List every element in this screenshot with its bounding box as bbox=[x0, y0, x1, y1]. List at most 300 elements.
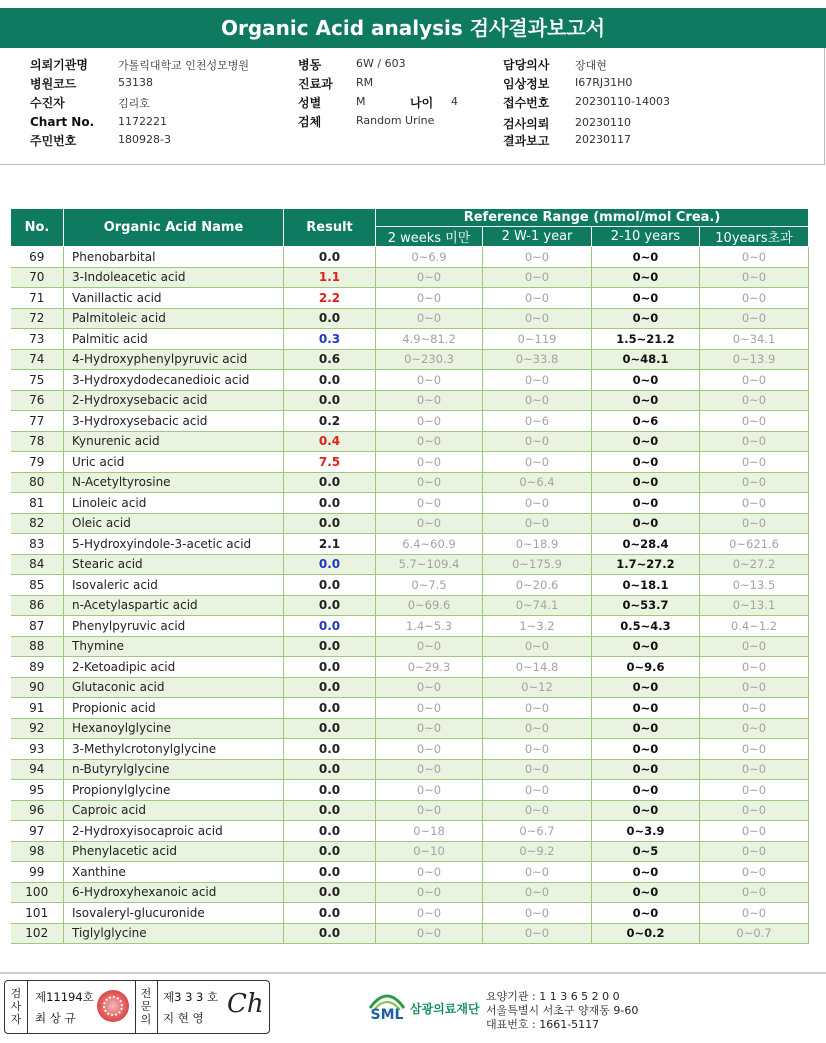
acid-name: Hexanoylglycine bbox=[64, 718, 284, 739]
acid-name: 2-Ketoadipic acid bbox=[64, 657, 284, 678]
acid-name: Vanillactic acid bbox=[64, 288, 284, 309]
reference-range: 0~0 bbox=[376, 718, 483, 739]
row-number: 94 bbox=[11, 759, 64, 780]
reference-range: 5.7~109.4 bbox=[376, 554, 483, 575]
signature-box bbox=[4, 980, 270, 1034]
reference-range: 0~0 bbox=[592, 308, 700, 329]
result-value: 0.0 bbox=[284, 821, 376, 842]
label-ward: 병동 bbox=[298, 58, 322, 72]
reference-range: 0~9.2 bbox=[483, 841, 592, 862]
reference-range: 0~34.1 bbox=[700, 329, 809, 350]
reference-range: 0~6.4 bbox=[483, 472, 592, 493]
col-header-ref-2w-1y: 2 W-1 year bbox=[483, 227, 592, 247]
reference-range: 0~0 bbox=[592, 862, 700, 883]
row-number: 85 bbox=[11, 575, 64, 596]
table-row bbox=[11, 308, 809, 329]
reference-range: 0~0 bbox=[700, 903, 809, 924]
results-table bbox=[10, 208, 809, 944]
reference-range: 0~0 bbox=[376, 677, 483, 698]
reference-range: 0~5 bbox=[592, 841, 700, 862]
table-row bbox=[11, 821, 809, 842]
row-number: 76 bbox=[11, 390, 64, 411]
approver-license: 제3 3 3 호 bbox=[163, 990, 219, 1004]
row-number: 102 bbox=[11, 923, 64, 944]
reference-range: 0~27.2 bbox=[700, 554, 809, 575]
value-resident-no: 180928-3 bbox=[118, 133, 171, 146]
reference-range: 0~0 bbox=[700, 718, 809, 739]
reference-range: 0~0 bbox=[483, 308, 592, 329]
reference-range: 0~0 bbox=[376, 452, 483, 473]
reference-range: 0~0 bbox=[592, 431, 700, 452]
reference-range: 0~0 bbox=[700, 882, 809, 903]
reference-range: 0.5~4.3 bbox=[592, 616, 700, 637]
table-row bbox=[11, 370, 809, 391]
col-header-result: Result bbox=[284, 209, 376, 247]
reference-range: 0~0 bbox=[700, 308, 809, 329]
row-number: 71 bbox=[11, 288, 64, 309]
reference-range: 0~0 bbox=[376, 493, 483, 514]
reference-range: 0~6 bbox=[592, 411, 700, 432]
footer-divider bbox=[0, 972, 826, 974]
row-number: 86 bbox=[11, 595, 64, 616]
table-row bbox=[11, 616, 809, 637]
reference-range: 0~18 bbox=[376, 821, 483, 842]
col-header-name: Organic Acid Name bbox=[64, 209, 284, 247]
acid-name: Oleic acid bbox=[64, 513, 284, 534]
reference-range: 0~0 bbox=[483, 718, 592, 739]
reference-range: 0~175.9 bbox=[483, 554, 592, 575]
reference-range: 0~69.6 bbox=[376, 595, 483, 616]
reference-range: 0~0 bbox=[483, 636, 592, 657]
acid-name: 2-Hydroxysebacic acid bbox=[64, 390, 284, 411]
result-value: 2.2 bbox=[284, 288, 376, 309]
approver-name: 지 현 영 bbox=[163, 1011, 204, 1025]
acid-name: 2-Hydroxyisocaproic acid bbox=[64, 821, 284, 842]
table-row bbox=[11, 739, 809, 760]
row-number: 73 bbox=[11, 329, 64, 350]
acid-name: Tiglylglycine bbox=[64, 923, 284, 944]
row-number: 80 bbox=[11, 472, 64, 493]
reference-range: 0~0.7 bbox=[700, 923, 809, 944]
reference-range: 0~0 bbox=[592, 739, 700, 760]
row-number: 95 bbox=[11, 780, 64, 801]
acid-name: Kynurenic acid bbox=[64, 431, 284, 452]
reference-range: 0~0 bbox=[483, 247, 592, 268]
table-row bbox=[11, 841, 809, 862]
reference-range: 0~0 bbox=[483, 698, 592, 719]
table-row bbox=[11, 677, 809, 698]
label-doctor: 담당의사 bbox=[503, 58, 550, 72]
label-resident-no: 주민번호 bbox=[30, 134, 77, 148]
organization-address: 서울특별시 서초구 양재동 9-60 bbox=[486, 1004, 639, 1017]
reference-range: 0~74.1 bbox=[483, 595, 592, 616]
result-value: 7.5 bbox=[284, 452, 376, 473]
row-number: 77 bbox=[11, 411, 64, 432]
acid-name: 6-Hydroxyhexanoic acid bbox=[64, 882, 284, 903]
reference-range: 0~0 bbox=[483, 390, 592, 411]
reference-range: 0~0 bbox=[700, 739, 809, 760]
examiner-label: 검 사 자 bbox=[10, 987, 22, 1026]
reference-range: 0~33.8 bbox=[483, 349, 592, 370]
col-header-ref-10y-plus: 10years초과 bbox=[700, 227, 809, 247]
reference-range: 1.5~21.2 bbox=[592, 329, 700, 350]
reference-range: 0~7.5 bbox=[376, 575, 483, 596]
label-hospital-code: 병원코드 bbox=[30, 77, 77, 91]
reference-range: 0~0.2 bbox=[592, 923, 700, 944]
reference-range: 0.4~1.2 bbox=[700, 616, 809, 637]
acid-name: Palmitic acid bbox=[64, 329, 284, 350]
reference-range: 0~0 bbox=[483, 452, 592, 473]
reference-range: 0~0 bbox=[700, 821, 809, 842]
reference-range: 0~0 bbox=[700, 267, 809, 288]
reference-range: 0~0 bbox=[700, 759, 809, 780]
table-row bbox=[11, 472, 809, 493]
table-row bbox=[11, 780, 809, 801]
reference-range: 0~0 bbox=[376, 308, 483, 329]
result-value: 0.0 bbox=[284, 247, 376, 268]
acid-name: Phenylacetic acid bbox=[64, 841, 284, 862]
table-row bbox=[11, 349, 809, 370]
row-number: 87 bbox=[11, 616, 64, 637]
reference-range: 0~0 bbox=[483, 882, 592, 903]
table-row bbox=[11, 636, 809, 657]
reference-range: 0~0 bbox=[700, 411, 809, 432]
reference-range: 0~0 bbox=[592, 636, 700, 657]
row-number: 93 bbox=[11, 739, 64, 760]
label-institution: 의뢰기관명 bbox=[30, 58, 88, 72]
label-sex: 성별 bbox=[298, 96, 322, 110]
result-value: 0.0 bbox=[284, 616, 376, 637]
row-number: 100 bbox=[11, 882, 64, 903]
reference-range: 0~10 bbox=[376, 841, 483, 862]
table-row bbox=[11, 554, 809, 575]
table-row bbox=[11, 267, 809, 288]
acid-name: Glutaconic acid bbox=[64, 677, 284, 698]
reference-range: 0~28.4 bbox=[592, 534, 700, 555]
reference-range: 0~9.6 bbox=[592, 657, 700, 678]
result-value: 0.0 bbox=[284, 862, 376, 883]
reference-range: 0~18.9 bbox=[483, 534, 592, 555]
result-value: 0.6 bbox=[284, 349, 376, 370]
result-value: 0.0 bbox=[284, 308, 376, 329]
value-specimen: Random Urine bbox=[356, 114, 435, 127]
reference-range: 0~0 bbox=[592, 513, 700, 534]
reference-range: 0~48.1 bbox=[592, 349, 700, 370]
row-number: 96 bbox=[11, 800, 64, 821]
value-report-date: 20230117 bbox=[575, 133, 631, 146]
table-row bbox=[11, 329, 809, 350]
result-value: 0.0 bbox=[284, 370, 376, 391]
reference-range: 0~0 bbox=[376, 759, 483, 780]
reference-range: 0~0 bbox=[592, 493, 700, 514]
label-receipt-no: 접수번호 bbox=[503, 96, 550, 110]
acid-name: Palmitoleic acid bbox=[64, 308, 284, 329]
reference-range: 0~0 bbox=[376, 780, 483, 801]
row-number: 99 bbox=[11, 862, 64, 883]
result-value: 0.0 bbox=[284, 698, 376, 719]
reference-range: 0~13.9 bbox=[700, 349, 809, 370]
organization-phone: 대표번호 : 1661-5117 bbox=[486, 1018, 600, 1031]
acid-name: 3-Hydroxysebacic acid bbox=[64, 411, 284, 432]
row-number: 101 bbox=[11, 903, 64, 924]
reference-range: 0~0 bbox=[376, 862, 483, 883]
reference-range: 0~6 bbox=[483, 411, 592, 432]
reference-range: 0~13.1 bbox=[700, 595, 809, 616]
acid-name: 4-Hydroxyphenylpyruvic acid bbox=[64, 349, 284, 370]
reference-range: 0~0 bbox=[592, 452, 700, 473]
reference-range: 1.7~27.2 bbox=[592, 554, 700, 575]
result-value: 0.0 bbox=[284, 472, 376, 493]
row-number: 97 bbox=[11, 821, 64, 842]
row-number: 81 bbox=[11, 493, 64, 514]
reference-range: 0~14.8 bbox=[483, 657, 592, 678]
value-age: 4 bbox=[451, 95, 458, 108]
result-value: 0.0 bbox=[284, 636, 376, 657]
acid-name: Isovaleric acid bbox=[64, 575, 284, 596]
row-number: 88 bbox=[11, 636, 64, 657]
value-ward: 6W / 603 bbox=[356, 57, 406, 70]
examiner-name: 최 상 규 bbox=[35, 1011, 76, 1025]
reference-range: 0~119 bbox=[483, 329, 592, 350]
organization-name: 삼광의료재단 bbox=[410, 1002, 480, 1016]
patient-info-panel bbox=[0, 48, 825, 165]
table-row bbox=[11, 657, 809, 678]
reference-range: 0~0 bbox=[700, 698, 809, 719]
reference-range: 0~0 bbox=[592, 882, 700, 903]
top-margin bbox=[0, 0, 826, 8]
value-doctor: 장대현 bbox=[575, 59, 607, 72]
reference-range: 0~0 bbox=[700, 472, 809, 493]
acid-name: Propionylglycine bbox=[64, 780, 284, 801]
acid-name: 3-Indoleacetic acid bbox=[64, 267, 284, 288]
result-value: 0.0 bbox=[284, 554, 376, 575]
table-row bbox=[11, 903, 809, 924]
reference-range: 0~0 bbox=[376, 739, 483, 760]
result-value: 0.0 bbox=[284, 513, 376, 534]
value-clinical-info: I67RJ31H0 bbox=[575, 76, 633, 89]
reference-range: 0~0 bbox=[700, 780, 809, 801]
col-header-ref-2-10y: 2-10 years bbox=[592, 227, 700, 247]
result-value: 0.3 bbox=[284, 329, 376, 350]
reference-range: 0~18.1 bbox=[592, 575, 700, 596]
reference-range: 0~29.3 bbox=[376, 657, 483, 678]
reference-range: 0~6.9 bbox=[376, 247, 483, 268]
row-number: 74 bbox=[11, 349, 64, 370]
row-number: 79 bbox=[11, 452, 64, 473]
reference-range: 0~0 bbox=[592, 472, 700, 493]
reference-range: 0~0 bbox=[700, 800, 809, 821]
reference-range: 0~621.6 bbox=[700, 534, 809, 555]
reference-range: 0~0 bbox=[592, 677, 700, 698]
reference-range: 0~0 bbox=[483, 923, 592, 944]
acid-name: 3-Hydroxydodecanedioic acid bbox=[64, 370, 284, 391]
reference-range: 0~0 bbox=[592, 267, 700, 288]
acid-name: Linoleic acid bbox=[64, 493, 284, 514]
result-value: 0.0 bbox=[284, 739, 376, 760]
reference-range: 0~0 bbox=[592, 247, 700, 268]
table-row bbox=[11, 718, 809, 739]
table-row bbox=[11, 513, 809, 534]
result-value: 0.0 bbox=[284, 841, 376, 862]
result-value: 0.0 bbox=[284, 595, 376, 616]
table-row bbox=[11, 431, 809, 452]
label-clinical-info: 임상정보 bbox=[503, 77, 550, 91]
acid-name: Phenobarbital bbox=[64, 247, 284, 268]
reference-range: 0~0 bbox=[376, 636, 483, 657]
label-age: 나이 bbox=[410, 96, 434, 110]
reference-range: 0~0 bbox=[483, 739, 592, 760]
reference-range: 0~0 bbox=[592, 800, 700, 821]
acid-name: Propionic acid bbox=[64, 698, 284, 719]
reference-range: 0~0 bbox=[376, 370, 483, 391]
table-row bbox=[11, 452, 809, 473]
table-row bbox=[11, 247, 809, 268]
reference-range: 0~0 bbox=[376, 513, 483, 534]
row-number: 91 bbox=[11, 698, 64, 719]
reference-range: 0~0 bbox=[700, 657, 809, 678]
acid-name: Phenylpyruvic acid bbox=[64, 616, 284, 637]
row-number: 98 bbox=[11, 841, 64, 862]
label-patient: 수진자 bbox=[30, 96, 65, 110]
result-value: 0.0 bbox=[284, 677, 376, 698]
label-department: 진료과 bbox=[298, 77, 333, 91]
reference-range: 0~0 bbox=[483, 800, 592, 821]
col-header-reference-range: Reference Range (mmol/mol Crea.) bbox=[376, 209, 809, 227]
table-row bbox=[11, 493, 809, 514]
table-row bbox=[11, 759, 809, 780]
result-value: 0.0 bbox=[284, 800, 376, 821]
acid-name: Isovaleryl-glucuronide bbox=[64, 903, 284, 924]
acid-name: n-Butyrylglycine bbox=[64, 759, 284, 780]
label-request-date: 검사의뢰 bbox=[503, 117, 550, 131]
table-row bbox=[11, 862, 809, 883]
acid-name: N-Acetyltyrosine bbox=[64, 472, 284, 493]
seal-stamp bbox=[97, 990, 129, 1022]
value-chart-no: 1172221 bbox=[118, 115, 167, 128]
row-number: 89 bbox=[11, 657, 64, 678]
reference-range: 0~0 bbox=[592, 903, 700, 924]
reference-range: 0~0 bbox=[592, 780, 700, 801]
reference-range: 0~3.9 bbox=[592, 821, 700, 842]
table-row bbox=[11, 288, 809, 309]
table-row bbox=[11, 411, 809, 432]
result-value: 0.0 bbox=[284, 575, 376, 596]
handwritten-signature: Ch bbox=[227, 989, 264, 1019]
reference-range: 0~0 bbox=[592, 698, 700, 719]
divider bbox=[157, 981, 158, 1033]
table-row bbox=[11, 698, 809, 719]
result-value: 0.0 bbox=[284, 882, 376, 903]
result-value: 0.0 bbox=[284, 903, 376, 924]
table-row bbox=[11, 800, 809, 821]
reference-range: 0~0 bbox=[700, 431, 809, 452]
reference-range: 0~0 bbox=[376, 800, 483, 821]
sml-logo-icon bbox=[366, 988, 408, 1024]
reference-range: 0~0 bbox=[700, 636, 809, 657]
reference-range: 6.4~60.9 bbox=[376, 534, 483, 555]
reference-range: 0~12 bbox=[483, 677, 592, 698]
row-number: 92 bbox=[11, 718, 64, 739]
table-row bbox=[11, 882, 809, 903]
reference-range: 0~0 bbox=[592, 370, 700, 391]
result-value: 0.0 bbox=[284, 923, 376, 944]
acid-name: Stearic acid bbox=[64, 554, 284, 575]
reference-range: 0~0 bbox=[700, 390, 809, 411]
table-row bbox=[11, 923, 809, 944]
sml-logo-text: SML bbox=[370, 1007, 404, 1023]
reference-range: 0~0 bbox=[700, 862, 809, 883]
reference-range: 0~0 bbox=[700, 452, 809, 473]
result-value: 0.4 bbox=[284, 431, 376, 452]
reference-range: 0~0 bbox=[376, 411, 483, 432]
result-value: 2.1 bbox=[284, 534, 376, 555]
value-institution: 가톨릭대학교 인천성모병원 bbox=[118, 59, 250, 72]
reference-range: 0~0 bbox=[483, 513, 592, 534]
reference-range: 0~0 bbox=[483, 288, 592, 309]
reference-range: 0~0 bbox=[483, 759, 592, 780]
result-value: 0.0 bbox=[284, 780, 376, 801]
reference-range: 0~0 bbox=[483, 370, 592, 391]
divider bbox=[27, 981, 28, 1033]
reference-range: 0~0 bbox=[592, 390, 700, 411]
reference-range: 0~0 bbox=[483, 431, 592, 452]
reference-range: 0~6.7 bbox=[483, 821, 592, 842]
row-number: 83 bbox=[11, 534, 64, 555]
reference-range: 0~0 bbox=[376, 903, 483, 924]
row-number: 90 bbox=[11, 677, 64, 698]
reference-range: 0~0 bbox=[483, 780, 592, 801]
label-chart-no: Chart No. bbox=[30, 115, 95, 129]
reference-range: 0~0 bbox=[700, 493, 809, 514]
result-value: 1.1 bbox=[284, 267, 376, 288]
report-title: Organic Acid analysis 검사결과보고서 bbox=[0, 8, 826, 48]
value-request-date: 20230110 bbox=[575, 116, 631, 129]
table-row bbox=[11, 575, 809, 596]
value-receipt-no: 20230110-14003 bbox=[575, 95, 670, 108]
row-number: 72 bbox=[11, 308, 64, 329]
examiner-license: 제11194호 bbox=[35, 990, 94, 1004]
row-number: 75 bbox=[11, 370, 64, 391]
result-value: 0.0 bbox=[284, 657, 376, 678]
reference-range: 0~0 bbox=[376, 431, 483, 452]
reference-range: 0~0 bbox=[483, 493, 592, 514]
reference-range: 0~0 bbox=[700, 247, 809, 268]
col-header-no: No. bbox=[11, 209, 64, 247]
acid-name: Caproic acid bbox=[64, 800, 284, 821]
acid-name: Xanthine bbox=[64, 862, 284, 883]
result-value: 0.0 bbox=[284, 390, 376, 411]
reference-range: 0~0 bbox=[592, 759, 700, 780]
col-header-ref-2weeks: 2 weeks 미만 bbox=[376, 227, 483, 247]
acid-name: 3-Methylcrotonylglycine bbox=[64, 739, 284, 760]
reference-range: 1.4~5.3 bbox=[376, 616, 483, 637]
reference-range: 0~0 bbox=[700, 370, 809, 391]
value-patient: 김리호 bbox=[118, 97, 150, 110]
value-hospital-code: 53138 bbox=[118, 76, 153, 89]
label-specimen: 검체 bbox=[298, 115, 322, 129]
reference-range: 0~0 bbox=[700, 677, 809, 698]
reference-range: 0~0 bbox=[376, 267, 483, 288]
reference-range: 0~0 bbox=[700, 513, 809, 534]
reference-range: 0~53.7 bbox=[592, 595, 700, 616]
reference-range: 0~0 bbox=[483, 903, 592, 924]
reference-range: 0~20.6 bbox=[483, 575, 592, 596]
row-number: 82 bbox=[11, 513, 64, 534]
reference-range: 0~0 bbox=[376, 882, 483, 903]
row-number: 78 bbox=[11, 431, 64, 452]
reference-range: 1~3.2 bbox=[483, 616, 592, 637]
approver-label: 전 문 의 bbox=[140, 987, 152, 1026]
